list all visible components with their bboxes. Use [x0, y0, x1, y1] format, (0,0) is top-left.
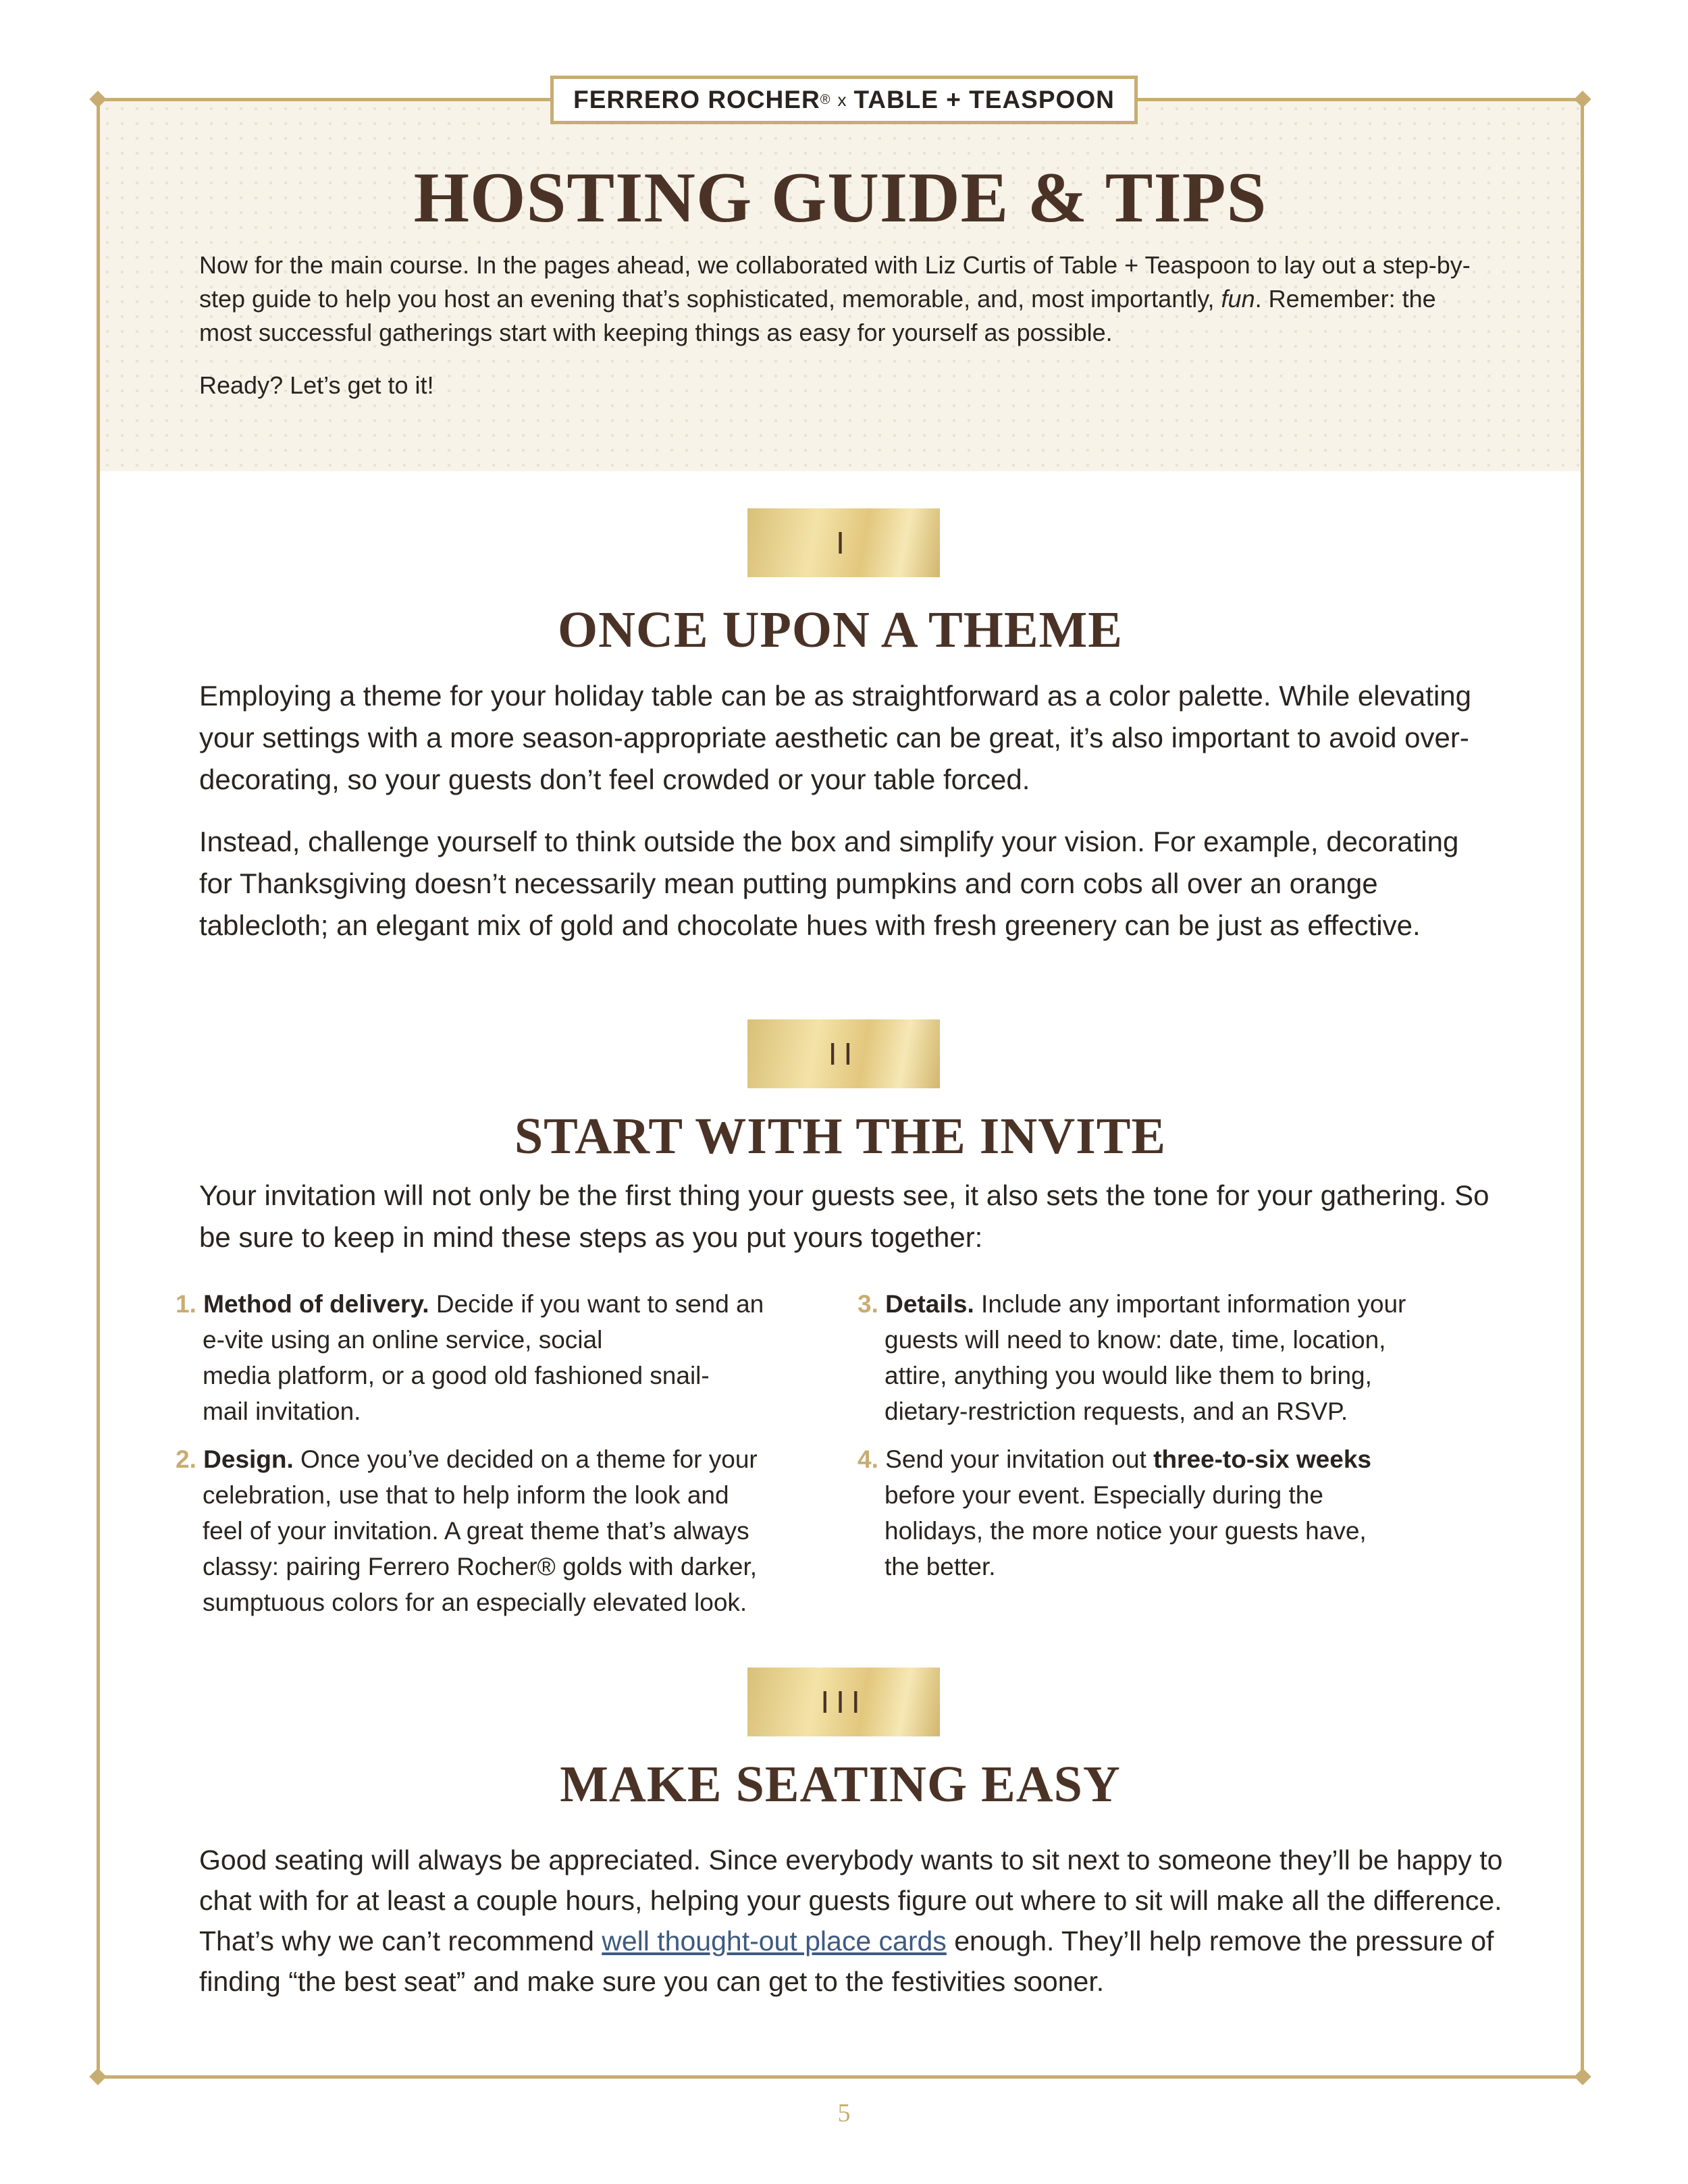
section-body-theme [199, 675, 1496, 967]
invite-step-1: 1. Method of delivery. Decide if you want to send an e-vite using an online service, social media platform, or a good old fashioned snail- mail invitation. [176, 1290, 764, 1425]
theme-paragraph-2: Instead, challenge yourself to think outside the box and simplify your vision. For example, decorating for Thanksgiving doesn’t necessarily mean putting pumpkins and corn cobs all over an orange tablecloth; an elegant mix of gold and chocolate hues with fresh greenery can be just as effective. [199, 826, 1459, 941]
section-body-invite [199, 1175, 1496, 1279]
section-numeral-3: III [747, 1668, 940, 1736]
collab-separator: x [837, 89, 847, 110]
page-number: 5 [837, 2099, 851, 2127]
brand-ferrero: FERRERO ROCHER [573, 86, 820, 113]
header-badge [550, 76, 1138, 124]
registered-mark: ® [820, 92, 831, 107]
page-title: HOSTING GUIDE & TIPS [413, 158, 1267, 237]
section-title-seating: MAKE SEATING EASY [560, 1756, 1121, 1813]
theme-paragraph-1: Employing a theme for your holiday table can be as straightforward as a color palette. While elevating your settings with a more season-appropriate aesthetic can be great, it’s also important to avoid over-decorating, so your guests don’t feel crowded or your table forced. [199, 680, 1472, 795]
invite-step-4: 4. Send your invitation out three-to-six weeks before your event. Especially during the holidays, the more notice your guests have, the better. [858, 1445, 1371, 1580]
section-title-invite: START WITH THE INVITE [514, 1108, 1167, 1165]
intro-paragraph-1: Now for the main course. In the pages ahead, we collaborated with Liz Curtis of Table + Teaspoon to lay out a step-by-step guide to help you host an evening that’s sophisticated, memorable, and, most importantly, fun. Remember: the most successful gatherings start with keeping things as easy for yourself as possible. [199, 251, 1471, 346]
section-numeral-2: II [747, 1019, 940, 1088]
brand-table-teaspoon: TABLE + TEASPOON [853, 86, 1115, 113]
invite-paragraph: Your invitation will not only be the first thing your guests see, it also sets the tone for your gathering. So be sure to keep in mind these steps as you put yours together: [199, 1179, 1489, 1253]
intro-paragraph-2: Ready? Let’s get to it! [199, 371, 434, 399]
intro-text [199, 248, 1482, 421]
invite-step-2: 2. Design. Once you’ve decided on a theme for your celebration, use that to help inform the look and feel of your invitation. A great theme that’s always classy: pairing Ferrero Rocher® golds with darker, sumptuous colors for an especially elevated look. [176, 1445, 758, 1616]
section-body-seating [199, 1840, 1516, 2022]
section-numeral-1: I [747, 508, 940, 577]
seating-paragraph: Good seating will always be appreciated. Since everybody wants to sit next to someone they’ll be happy to chat with for at least a couple hours, helping your guests figure out where to sit will make all the difference. That’s why we can’t recommend well thought-out place cards enough. They’ll help remove the pressure of finding “the best seat” and make sure you can get to the festivities sooner. [199, 1844, 1503, 1997]
section-title-theme: ONCE UPON A THEME [558, 602, 1123, 658]
invite-step-3: 3. Details. Include any important information your guests will need to know: date, time, location, attire, anything you would like them to bring, dietary-restriction requests, and an RSVP. [858, 1290, 1406, 1425]
place-cards-link[interactable]: well thought-out place cards [602, 1925, 947, 1956]
